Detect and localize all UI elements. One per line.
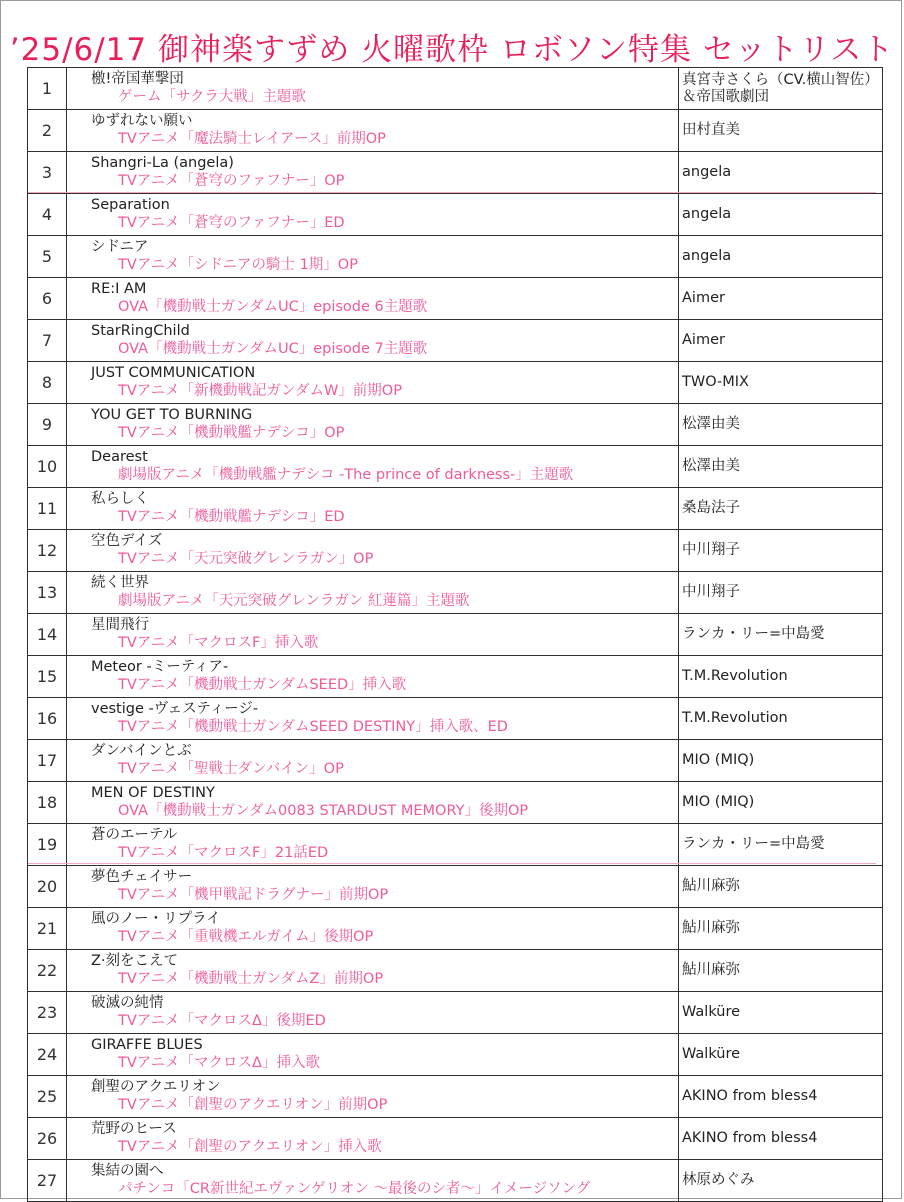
song-cell (67, 866, 679, 908)
artist-name: MIO (MIQ) (679, 740, 883, 782)
track-number: 12 (28, 530, 67, 572)
song-cell (67, 362, 679, 404)
setlist-row (28, 824, 883, 866)
setlist-row (28, 110, 883, 152)
setlist-row (28, 446, 883, 488)
track-number: 10 (28, 446, 67, 488)
track-number: 9 (28, 404, 67, 446)
song-title: 私らしく (91, 490, 149, 507)
song-title: 空色デイズ (91, 532, 163, 549)
song-cell (67, 950, 679, 992)
song-source: TVアニメ「新機動戦記ガンダムW」前期OP (118, 382, 402, 399)
song-source: TVアニメ「機甲戦記ドラグナー」前期OP (118, 886, 389, 903)
setlist-row (28, 950, 883, 992)
artist-name: Aimer (679, 320, 883, 362)
song-cell (67, 446, 679, 488)
song-cell (67, 530, 679, 572)
song-title: 集結の園へ (91, 1162, 164, 1179)
song-source: TVアニメ「魔法騎士レイアース」前期OP (118, 130, 386, 147)
song-cell (67, 320, 679, 362)
track-number: 20 (28, 866, 67, 908)
track-number: 27 (28, 1160, 67, 1202)
song-source: TVアニメ「機動戦士ガンダムZ」前期OP (118, 970, 384, 987)
song-cell (67, 992, 679, 1034)
song-title: Z·刻をこえて (91, 952, 179, 969)
track-number: 16 (28, 698, 67, 740)
setlist-row (28, 278, 883, 320)
track-number: 22 (28, 950, 67, 992)
song-title: 続く世界 (91, 574, 149, 591)
song-title: Dearest (91, 448, 148, 465)
setlist-row (28, 1118, 883, 1160)
song-cell (67, 1076, 679, 1118)
song-source: パチンコ「CR新世紀エヴァンゲリオン ～最後のシ者～」イメージソング (118, 1180, 591, 1197)
artist-name: 松澤由美 (679, 404, 883, 446)
track-number: 24 (28, 1034, 67, 1076)
setlist-row (28, 404, 883, 446)
song-cell (67, 1118, 679, 1160)
song-cell (67, 656, 679, 698)
song-cell (67, 278, 679, 320)
song-cell (67, 1034, 679, 1076)
song-title: ゆずれない願い (91, 112, 193, 129)
song-title: YOU GET TO BURNING (91, 406, 253, 423)
artist-name: 田村直美 (679, 110, 883, 152)
song-source: TVアニメ「蒼穹のファフナー」ED (118, 214, 345, 231)
track-number: 6 (28, 278, 67, 320)
artist-name: 桑島法子 (679, 488, 883, 530)
song-source: TVアニメ「天元突破グレンラガン」OP (118, 550, 374, 567)
song-cell (67, 572, 679, 614)
artist-name: Walküre (679, 992, 883, 1034)
setlist-row (28, 68, 883, 110)
setlist-row (28, 656, 883, 698)
artist-name: angela (679, 152, 883, 194)
setlist-row (28, 488, 883, 530)
song-cell (67, 908, 679, 950)
song-title: Shangri-La (angela) (91, 154, 234, 171)
setlist-row (28, 572, 883, 614)
song-title: 夢色チェイサー (91, 868, 193, 885)
artist-name: 松澤由美 (679, 446, 883, 488)
artist-name: AKINO from bless4 (679, 1076, 883, 1118)
artist-name: 真宮寺さくら（CV.横山智佐）＆帝国歌劇団 (679, 68, 883, 110)
song-title: MEN OF DESTINY (91, 784, 215, 801)
track-number: 13 (28, 572, 67, 614)
track-number: 21 (28, 908, 67, 950)
song-source: TVアニメ「創聖のアクエリオン」挿入歌 (118, 1138, 382, 1155)
artist-name: TWO-MIX (679, 362, 883, 404)
song-source: TVアニメ「マクロスF」挿入歌 (118, 634, 319, 651)
track-number: 15 (28, 656, 67, 698)
setlist-row (28, 530, 883, 572)
artist-name: ランカ・リー=中島愛 (679, 614, 883, 656)
setlist-row (28, 992, 883, 1034)
artist-name: MIO (MIQ) (679, 782, 883, 824)
song-title: 破滅の純情 (91, 994, 164, 1011)
song-title: Separation (91, 196, 170, 213)
setlist-row (28, 866, 883, 908)
song-source: TVアニメ「シドニアの騎士 1期」OP (118, 256, 358, 273)
song-source: TVアニメ「機動戦艦ナデシコ」OP (118, 424, 345, 441)
song-title: 星間飛行 (91, 616, 149, 633)
setlist-row (28, 908, 883, 950)
artist-name: Aimer (679, 278, 883, 320)
track-number: 2 (28, 110, 67, 152)
song-cell (67, 824, 679, 866)
song-title: StarRingChild (91, 322, 190, 339)
track-number: 3 (28, 152, 67, 194)
song-cell (67, 194, 679, 236)
song-source: 劇場版アニメ「天元突破グレンラガン 紅蓮篇」主題歌 (118, 592, 470, 609)
song-cell (67, 236, 679, 278)
setlist-row (28, 782, 883, 824)
track-number: 5 (28, 236, 67, 278)
song-source: TVアニメ「機動戦艦ナデシコ」ED (118, 508, 345, 525)
track-number: 8 (28, 362, 67, 404)
song-source: OVA「機動戦士ガンダムUC」episode 7主題歌 (118, 340, 428, 357)
artist-name: ランカ・リー=中島愛 (679, 824, 883, 866)
song-source: OVA「機動戦士ガンダム0083 STARDUST MEMORY」後期OP (118, 802, 529, 819)
artist-name: 中川翔子 (679, 530, 883, 572)
artist-name: 林原めぐみ (679, 1160, 883, 1202)
song-source: OVA「機動戦士ガンダムUC」episode 6主題歌 (118, 298, 428, 315)
track-number: 11 (28, 488, 67, 530)
song-cell (67, 698, 679, 740)
song-source: TVアニメ「重戦機エルガイム」後期OP (118, 928, 374, 945)
song-title: ダンバインとぶ (91, 742, 192, 759)
artist-name: angela (679, 194, 883, 236)
song-cell (67, 740, 679, 782)
artist-name: Walküre (679, 1034, 883, 1076)
song-title: JUST COMMUNICATION (91, 364, 256, 381)
song-cell (67, 404, 679, 446)
setlist-row (28, 1034, 883, 1076)
setlist-row (28, 614, 883, 656)
track-number: 19 (28, 824, 67, 866)
setlist-row (28, 1076, 883, 1118)
setlist-row (28, 740, 883, 782)
setlist-row (28, 1160, 883, 1202)
artist-name: angela (679, 236, 883, 278)
song-title: GIRAFFE BLUES (91, 1036, 203, 1053)
song-source: TVアニメ「マクロスΔ」後期ED (118, 1012, 326, 1029)
song-cell (67, 68, 679, 110)
track-number: 17 (28, 740, 67, 782)
track-number: 1 (28, 68, 67, 110)
song-source: TVアニメ「マクロスF」21話ED (118, 844, 329, 861)
song-cell (67, 488, 679, 530)
song-title: 風のノー・リプライ (91, 910, 221, 927)
song-title: 蒼のエーテル (91, 826, 178, 843)
song-source: TVアニメ「機動戦士ガンダムSEED DESTINY」挿入歌、ED (118, 718, 508, 735)
setlist-row (28, 194, 883, 236)
track-number: 18 (28, 782, 67, 824)
song-title: RE:I AM (91, 280, 147, 297)
artist-name: T.M.Revolution (679, 698, 883, 740)
setlist-row (28, 236, 883, 278)
artist-name: 鮎川麻弥 (679, 908, 883, 950)
track-number: 7 (28, 320, 67, 362)
song-cell (67, 1160, 679, 1202)
artist-name: 中川翔子 (679, 572, 883, 614)
song-title: シドニア (91, 238, 149, 255)
song-source: 劇場版アニメ「機動戦艦ナデシコ -The prince of darkness-」主題歌 (118, 466, 574, 483)
song-title: vestige -ヴェスティージ- (91, 700, 259, 717)
song-source: TVアニメ「創聖のアクエリオン」前期OP (118, 1096, 388, 1113)
song-source: TVアニメ「蒼穹のファフナー」OP (118, 172, 345, 189)
song-source: TVアニメ「機動戦士ガンダムSEED」挿入歌 (118, 676, 407, 693)
song-cell (67, 110, 679, 152)
page-title: ’25/6/17 御神楽すずめ 火曜歌枠 ロボソン特集 セットリスト (9, 32, 895, 68)
artist-name: 鮎川麻弥 (679, 866, 883, 908)
setlist-rows (28, 68, 883, 1202)
song-title: 創聖のアクエリオン (91, 1078, 221, 1095)
song-cell (67, 152, 679, 194)
track-number: 14 (28, 614, 67, 656)
artist-name: T.M.Revolution (679, 656, 883, 698)
song-title: 檄!帝国華撃団 (91, 70, 184, 87)
song-cell (67, 782, 679, 824)
setlist-row (28, 698, 883, 740)
song-source: TVアニメ「聖戦士ダンバイン」OP (118, 760, 344, 777)
artist-name: AKINO from bless4 (679, 1118, 883, 1160)
setlist-row (28, 152, 883, 194)
song-title: 荒野のヒース (91, 1120, 177, 1137)
song-source: ゲーム「サクラ大戦」主題歌 (118, 88, 306, 105)
track-number: 23 (28, 992, 67, 1034)
setlist-table (27, 67, 883, 1202)
setlist-row (28, 362, 883, 404)
track-number: 4 (28, 194, 67, 236)
song-cell (67, 614, 679, 656)
setlist-row (28, 320, 883, 362)
artist-name: 鮎川麻弥 (679, 950, 883, 992)
song-source: TVアニメ「マクロスΔ」挿入歌 (118, 1054, 320, 1071)
track-number: 25 (28, 1076, 67, 1118)
track-number: 26 (28, 1118, 67, 1160)
song-title: Meteor -ミーティア- (91, 658, 229, 675)
